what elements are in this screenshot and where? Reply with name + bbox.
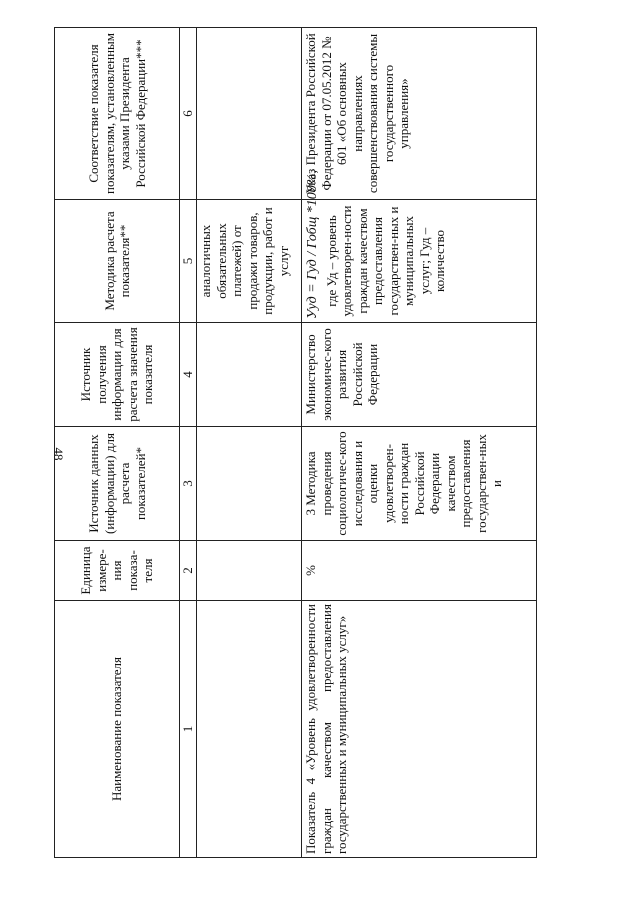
page-number: 48 <box>51 447 66 461</box>
empty-cell <box>197 28 302 200</box>
header-cell: Наименование показателя <box>55 601 180 858</box>
empty-cell <box>197 541 302 601</box>
column-number: 4 <box>180 323 197 427</box>
column-number: 6 <box>180 28 197 200</box>
empty-cell <box>197 427 302 541</box>
decree-cell: Указ Президента Российской Федерации от 07.05.2012 № 601 «Об основных направлениях совершенствования системы государственного управления» <box>302 28 537 200</box>
method-text: где Уд – уровень удовлетворен-ности граждан качеством предоставления государствен-ных и муниципальных услуг; Гуд – количество <box>323 205 447 317</box>
column-number: 1 <box>180 601 197 858</box>
column-number: 3 <box>180 427 197 541</box>
data-source-cell: 3 Методика проведения социологичес-кого исследования и оценки удовлетворен-ности граждан Российской Федерации качеством предоставления государствен-ных и <box>302 427 537 541</box>
formula: Ууд = Гуд / Гобщ *100%, <box>305 170 320 319</box>
indicator-row <box>302 28 537 858</box>
info-source-cell: Министерство экономичес-кого развития Российской Федерации <box>302 323 537 427</box>
unit-cell: % <box>302 541 537 601</box>
column-number: 5 <box>180 200 197 323</box>
rotated-table-page <box>54 28 629 858</box>
empty-cell <box>197 323 302 427</box>
column-number-row <box>180 28 197 858</box>
method-continuation-cell: аналогичных обязательных платежей) от продажи товаров, продукции, работ и услуг <box>197 200 302 323</box>
indicators-table <box>54 27 537 858</box>
column-number: 2 <box>180 541 197 601</box>
header-cell: Соответствие показателя показателям, установленным указами Президента Российской Федерации*** <box>55 28 180 200</box>
header-cell: Методика расчета показателя** <box>55 200 180 323</box>
empty-cell <box>197 601 302 858</box>
table-header-row <box>55 28 180 858</box>
header-cell: Источник данных (информации) для расчета показателей* <box>55 427 180 541</box>
header-cell: Источник получения информации для расчета значения показателя <box>55 323 180 427</box>
method-cell <box>302 170 537 323</box>
indicator-name-cell: Показатель 4 «Уровень удовлетворенности граждан качеством предоставления государственных и муниципальных услуг» <box>302 601 537 858</box>
continuation-row <box>197 28 302 858</box>
header-cell: Единица измере-ния показа-теля <box>55 541 180 601</box>
